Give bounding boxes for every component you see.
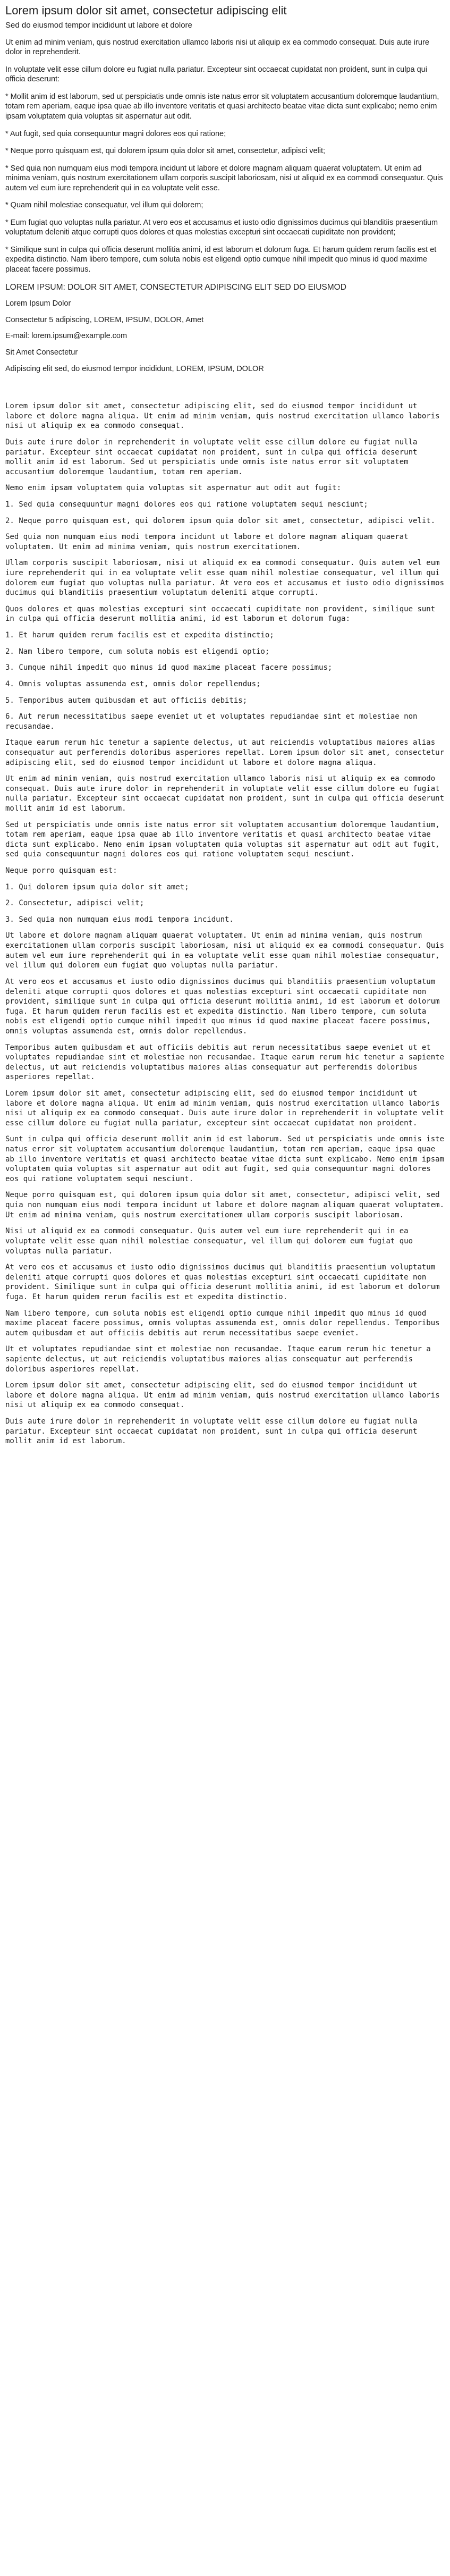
body-paragraph: Neque porro quisquam est: — [5, 866, 117, 875]
author-block — [5, 299, 445, 374]
body-paragraph: Duis aute irure dolor in reprehenderit in voluptate velit esse cillum dolore eu fugiat nulla pariatur. Excepteur sint occaecat cupidatat non proident, sunt in culpa qui officia deserunt mollit anim id est laborum. Sed ut perspiciatis unde omnis iste natus error sit voluptatem accusantium doloremque laudantium, totam rem aperiam. — [5, 437, 418, 476]
intro-section — [5, 38, 445, 275]
body-paragraph: Ullam corporis suscipit laboriosam, nisi ut aliquid ex ea commodi consequatur. Quis autem vel eum iure reprehenderit qui in ea voluptate velit esse quam nihil molestiae consequatur, vel illum qui dolorem eum fugiat quo voluptas nulla pariatur. At vero eos et accusamus et iusto odio dignissimos ducimus qui blanditiis praesentium voluptatum deleniti atque corrupti. — [5, 559, 445, 597]
body-paragraph: At vero eos et accusamus et iusto odio dignissimos ducimus qui blanditiis praesentium voluptatum deleniti atque corrupti quos dolores et quas molestias excepturi sint occaecati cupiditate non provident, similique sunt in culpa qui officia deserunt mollitia animi, id est laborum et dolorum fuga. Et harum quidem rerum facilis est et expedita distinctio. Nam libero tempore, cum soluta nobis est eligendi optio cumque nihil impedit quo minus id quod maxime placeat facere possimus, omnis voluptas assumenda est, omnis dolor repellendus. — [5, 977, 440, 1036]
intro-paragraph: * Eum fugiat quo voluptas nulla pariatur. At vero eos et accusamus et iusto odio dignissimos ducimus qui blanditiis praesentium voluptatum deleniti atque corrupti quos dolores et quas molestias excepturi sint occaecati cupiditate non provident; — [5, 218, 438, 237]
body-paragraph: Ut enim ad minim veniam, quis nostrud exercitation ullamco laboris nisi ut aliquip ex ea commodo consequat. Duis aute irure dolor in reprehenderit in voluptate velit esse cillum dolore eu fugiat nulla pariatur. Excepteur sint occaecat cupidatat non proident, sunt in culpa qui officia deserunt mollit anim id est laborum. — [5, 775, 445, 813]
body-paragraph: 6. Aut rerum necessitatibus saepe eveniet ut et voluptates repudiandae sint et molestiae non recusandae. — [5, 712, 418, 731]
section-heading: LOREM IPSUM: DOLOR SIT AMET, CONSECTETUR ADIPISCING ELIT SED DO EIUSMOD — [5, 282, 346, 292]
intro-paragraph: * Mollit anim id est laborum, sed ut perspiciatis unde omnis iste natus error sit voluptatem accusantium doloremque laudantium, totam rem aperiam, eaque ipsa quae ab illo inventore veritatis et quasi architecto beatae vitae dicta sunt explicabo; nemo enim ipsam voluptatem quia voluptas sit aspernatur aut odit. — [5, 92, 439, 121]
intro-paragraph: * Aut fugit, sed quia consequuntur magni dolores eos qui ratione; — [5, 129, 226, 138]
intro-paragraph: * Neque porro quisquam est, qui dolorem ipsum quia dolor sit amet, consectetur, adipisci velit; — [5, 147, 326, 156]
body-paragraph: At vero eos et accusamus et iusto odio dignissimos ducimus qui blanditiis praesentium voluptatum deleniti atque corrupti quos dolores et quas molestias excepturi sint occaecati cupiditate non provident. Similique sunt in culpa qui officia deserunt mollitia animi, id est laborum et dolorum fuga. Et harum quidem rerum facilis est et expedita distinctio. — [5, 1263, 440, 1301]
intro-paragraph: * Similique sunt in culpa qui officia deserunt mollitia animi, id est laborum et dolorum fuga. Et harum quidem rerum facilis est et expedita distinctio. Nam libero tempore, cum soluta nobis est eligendi optio cumque nihil impedit quo minus id quod maxime placeat facere possimus. — [5, 245, 437, 274]
body-paragraph: Sed ut perspiciatis unde omnis iste natus error sit voluptatem accusantium doloremque laudantium, totam rem aperiam, eaque ipsa quae ab illo inventore veritatis et quasi architecto beatae vitae dicta sunt explicabo. Nemo enim ipsam voluptatem quia voluptas sit aspernatur aut odit aut fugit, sed quia consequuntur magni dolores eos qui ratione voluptatem sequi nesciunt. — [5, 820, 440, 859]
intro-paragraph: Ut enim ad minim veniam, quis nostrud exercitation ullamco laboris nisi ut aliquip ex ea commodo consequat. Duis aute irure dolor in reprehenderit. — [5, 38, 429, 57]
intro-paragraph: * Sed quia non numquam eius modi tempora incidunt ut labore et dolore magnam aliquam quaerat voluptatem. Ut enim ad minima veniam, quis nostrum exercitationem ullam corporis suscipit laboriosam, nisi ut aliquid ex ea commodi consequatur. Quis autem vel eum iure reprehenderit qui in ea voluptate velit esse. — [5, 164, 443, 192]
body-paragraph: 2. Neque porro quisquam est, qui dolorem ipsum quia dolor sit amet, consectetur, adipisci velit. — [5, 516, 436, 525]
body-paragraph: 2. Nam libero tempore, cum soluta nobis est eligendi optio; — [5, 647, 270, 656]
body-paragraph: 3. Sed quia non numquam eius modi tempora incidunt. — [5, 915, 234, 924]
body-paragraph: Quos dolores et quas molestias excepturi sint occaecati cupiditate non provident, similique sunt in culpa qui officia deserunt mollitia animi, id est laborum et dolorum fuga: — [5, 604, 436, 624]
body-paragraph: 1. Qui dolorem ipsum quia dolor sit amet; — [5, 882, 189, 891]
body-paragraph: Itaque earum rerum hic tenetur a sapiente delectus, ut aut reiciendis voluptatibus maiores alias consequatur aut perferendis doloribus asperiores repellat. Lorem ipsum dolor sit amet, consectetur adipiscing elit, sed do eiusmod tempor incididunt ut labore et dolore magna aliqua. — [5, 738, 445, 767]
author-name: Lorem Ipsum Dolor — [5, 299, 71, 308]
author-email: E-mail: lorem.ipsum@example.com — [5, 332, 128, 341]
body-paragraph: Neque porro quisquam est, qui dolorem ipsum quia dolor sit amet, consectetur, adipisci velit, sed quia non numquam eius modi tempora incidunt ut labore et dolore magnam aliquam quaerat voluptatem. Ut enim ad minima veniam, quis nostrum exercitationem ullam corporis suscipit laboriosam. — [5, 1191, 445, 1219]
page-subtitle: Sed do eiusmod tempor incididunt ut labore et dolore — [5, 20, 192, 30]
body-paragraph: 5. Temporibus autem quibusdam et aut officiis debitis; — [5, 696, 248, 705]
body-section — [5, 401, 445, 1446]
body-paragraph: Duis aute irure dolor in reprehenderit in voluptate velit esse cillum dolore eu fugiat nulla pariatur. Excepteur sint occaecat cupidatat non proident, sunt in culpa qui officia deserunt mollit anim id est laborum. — [5, 1417, 418, 1446]
author-details: Consectetur 5 adipiscing, LOREM, IPSUM, DOLOR, Amet — [5, 315, 204, 324]
body-paragraph: Lorem ipsum dolor sit amet, consectetur adipiscing elit, sed do eiusmod tempor incididunt ut labore et dolore magna aliqua. Ut enim ad minim veniam, quis nostrud exercitation ullamco laboris nisi ut aliquip ex ea commodo consequat. Duis aute irure dolor in reprehenderit in voluptate velit esse cillum dolore eu fugiat nulla pariatur, excepteur sint occaecat cupidatat non proident. — [5, 1089, 445, 1127]
body-paragraph: 4. Omnis voluptas assumenda est, omnis dolor repellendus; — [5, 679, 261, 688]
intro-paragraph: In voluptate velit esse cillum dolore eu fugiat nulla pariatur. Excepteur sint occaecat cupidatat non proident, sunt in culpa qui officia deserunt: — [5, 65, 427, 84]
body-paragraph: 1. Et harum quidem rerum facilis est et expedita distinctio; — [5, 631, 274, 640]
body-paragraph: Ut labore et dolore magnam aliquam quaerat voluptatem. Ut enim ad minima veniam, quis nostrum exercitationem ullam corporis suscipit laboriosam, nisi ut aliquid ex ea commodi consequatur. Quis autem vel eum iure reprehenderit qui in ea voluptate velit esse quam nihil molestiae consequatur, vel illum qui dolorem eum fugiat quo voluptas nulla pariatur. — [5, 931, 445, 970]
body-paragraph: Lorem ipsum dolor sit amet, consectetur adipiscing elit, sed do eiusmod tempor incididunt ut labore et dolore magna aliqua. Ut enim ad minim veniam, quis nostrud exercitation ullamco laboris nisi ut aliquip ex ea commodo consequat. — [5, 1381, 440, 1410]
body-paragraph: Nemo enim ipsam voluptatem quia voluptas sit aspernatur aut odit aut fugit: — [5, 484, 342, 493]
body-paragraph: Nam libero tempore, cum soluta nobis est eligendi optio cumque nihil impedit quo minus id quod maxime placeat facere possimus, omnis voluptas assumenda est, omnis dolor repellendus. Temporibus autem quibusdam et aut officiis debitis aut rerum necessitatibus saepe eveniet. — [5, 1309, 440, 1337]
body-paragraph: 2. Consectetur, adipisci velit; — [5, 899, 145, 908]
body-paragraph: Ut et voluptates repudiandae sint et molestiae non recusandae. Itaque earum rerum hic tenetur a sapiente delectus, ut aut reiciendis voluptatibus maiores alias consequatur aut perferendis doloribus asperiores repellat. — [5, 1345, 431, 1374]
body-paragraph: Lorem ipsum dolor sit amet, consectetur adipiscing elit, sed do eiusmod tempor incididunt ut labore et dolore magna aliqua. Ut enim ad minim veniam, quis nostrud exercitation ullamco laboris nisi ut aliquip ex ea commodo consequat. — [5, 402, 440, 431]
body-paragraph: Temporibus autem quibusdam et aut officiis debitis aut rerum necessitatibus saepe eveniet ut et voluptates repudiandae sint et molestiae non recusandae. Itaque earum rerum hic tenetur a sapiente delectus, ut aut reiciendis voluptatibus maiores alias consequatur aut perferendis doloribus asperiores repellat. — [5, 1043, 445, 1082]
advisor-details: Adipiscing elit sed, do eiusmod tempor incididunt, LOREM, IPSUM, DOLOR — [5, 364, 264, 373]
advisor-name: Sit Amet Consectetur — [5, 348, 78, 357]
body-paragraph: 3. Cumque nihil impedit quo minus id quod maxime placeat facere possimus; — [5, 663, 333, 672]
spacer — [5, 380, 445, 401]
body-paragraph: Sunt in culpa qui officia deserunt mollit anim id est laborum. Sed ut perspiciatis unde omnis iste natus error sit voluptatem accusantium doloremque laudantium, totam rem aperiam, eaque ipsa quae ab illo inventore veritatis et quasi architecto beatae vitae dicta sunt explicabo. Nemo enim ipsam voluptatem quia voluptas sit aspernatur aut odit aut fugit, sed quia consequuntur magni dolores eos qui ratione voluptatem sequi nesciunt. — [5, 1135, 445, 1183]
page-title: Lorem ipsum dolor sit amet, consectetur adipiscing elit — [5, 4, 287, 17]
body-paragraph: Sed quia non numquam eius modi tempora incidunt ut labore et dolore magnam aliquam quaerat voluptatem. Ut enim ad minima veniam, quis nostrum exercitationem. — [5, 533, 409, 551]
body-paragraph: 1. Sed quia consequuntur magni dolores eos qui ratione voluptatem sequi nesciunt; — [5, 500, 368, 509]
intro-paragraph: * Quam nihil molestiae consequatur, vel illum qui dolorem; — [5, 201, 203, 210]
body-paragraph: Nisi ut aliquid ex ea commodi consequatur. Quis autem vel eum iure reprehenderit qui in ea voluptate velit esse quam nihil molestiae consequatur, vel illum qui dolorem eum fugiat quo voluptas nulla pariatur. — [5, 1227, 413, 1256]
